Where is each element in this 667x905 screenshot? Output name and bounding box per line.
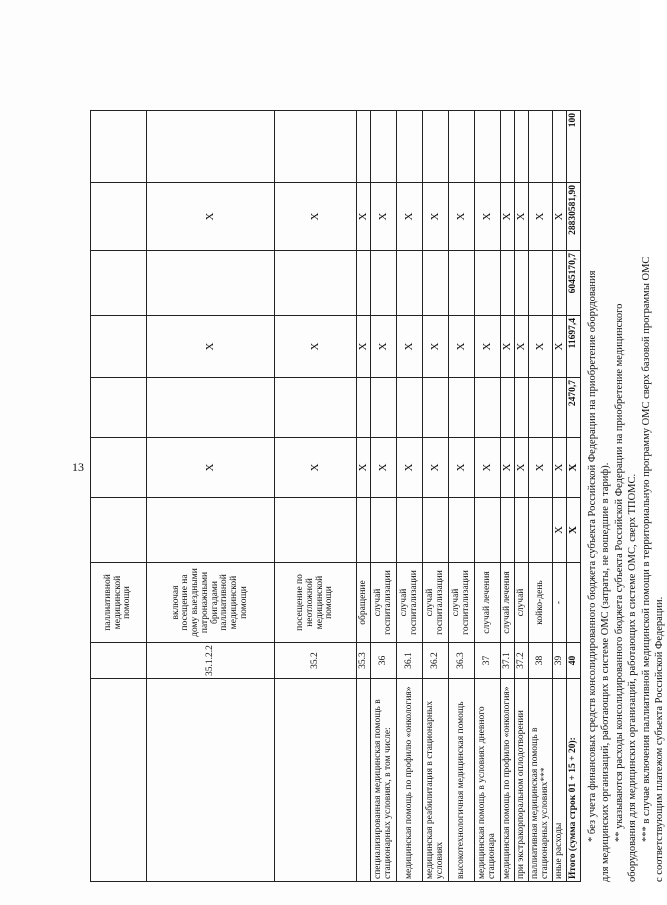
row-value [449,251,475,316]
total-label: Итого (сумма строк 01 + 15 + 20): [567,679,581,882]
table-row [147,37,275,882]
total-value: 2470,7 [567,378,581,438]
row-unit: случай госпитализации [397,563,423,643]
row-value: X [357,316,371,378]
row-value [501,111,515,183]
table-row [553,37,567,882]
row-number: 36.3 [449,643,475,679]
row-value [449,111,475,183]
row-value [475,498,501,563]
row-value [515,251,529,316]
row-unit: случай госпитализации [449,563,475,643]
row-value: X [147,183,275,251]
row-value [449,498,475,563]
footnote-line: с соответствующим платежом субъекта Российской Федерации. [654,596,666,882]
row-number: 36.2 [423,643,449,679]
row-value [147,111,275,183]
row-number: 35.2 [275,643,357,679]
row-value [515,498,529,563]
row-value: X [371,316,397,378]
row-value [275,111,357,183]
row-value [553,378,567,438]
footnote-line: * без учета финансовых средств консолидированного бюджета субъекта Российской Федерации на приобретение оборудования [587,270,598,842]
row-value: X [501,438,515,498]
row-value [529,251,553,316]
row-value [553,111,567,183]
row-value [397,378,423,438]
row-value [423,378,449,438]
row-unit: случай [515,563,529,643]
table-row [397,37,423,882]
row-name: паллиативная медицинская помощь в стационарных условиях*** [529,679,553,882]
row-name [147,679,275,882]
row-name [357,679,371,882]
table-row [275,37,357,882]
row-value: X [423,438,449,498]
table-row [423,37,449,882]
row-value [371,378,397,438]
row-value [357,378,371,438]
row-value [397,111,423,183]
total-row [567,37,581,882]
total-unit [567,563,581,643]
row-value [553,251,567,316]
row-value [423,498,449,563]
row-value: X [553,316,567,378]
row-value: X [501,183,515,251]
row-name: при экстракорпоральном оплодотворении [515,679,529,882]
row-value: X [449,183,475,251]
row-value [475,111,501,183]
row-unit: случай лечения [501,563,515,643]
row-value [91,111,147,183]
row-value: X [397,183,423,251]
row-value [371,111,397,183]
row-number: 37.1 [501,643,515,679]
total-number: 40 [567,643,581,679]
footnote-line: для медицинских организаций, работающих в системе ОМС (затраты, не вошедшие в тариф). [600,462,612,882]
row-value: X [529,183,553,251]
row-name [275,679,357,882]
row-number: 37.2 [515,643,529,679]
row-value [91,183,147,251]
row-value: X [529,316,553,378]
row-value: X [275,183,357,251]
row-unit: обращение [357,563,371,643]
total-value: X [567,438,581,498]
row-value [529,378,553,438]
row-value [357,251,371,316]
row-value: X [529,438,553,498]
footnote-line: ** указываются расходы консолидированного бюджета субъекта Российской Федерации на приобретение медицинского [613,303,625,842]
row-value: X [553,438,567,498]
row-number [91,643,147,679]
row-value: X [515,316,529,378]
table-row [357,37,371,882]
row-value [371,251,397,316]
row-value: X [397,316,423,378]
row-value [275,378,357,438]
row-value [475,251,501,316]
row-value: X [475,438,501,498]
footnote-line: *** в случае включения паллиативной медицинской помощи в территориальную программу ОМС сверх базовой программы ОМС [640,256,652,842]
row-value [423,111,449,183]
row-value [501,378,515,438]
row-value: X [275,438,357,498]
row-number: 36 [371,643,397,679]
row-value: X [147,438,275,498]
row-value [147,251,275,316]
row-name: иные расходы [553,679,567,882]
table-body [91,37,581,882]
row-value: X [501,316,515,378]
row-value [515,111,529,183]
row-value [529,498,553,563]
row-value [397,251,423,316]
row-value [91,438,147,498]
row-value [91,378,147,438]
row-value: X [397,438,423,498]
row-number: 38 [529,643,553,679]
row-value: X [475,183,501,251]
row-value [147,378,275,438]
row-value [91,498,147,563]
table-row [449,37,475,882]
row-value [357,498,371,563]
row-unit: случай лечения [475,563,501,643]
table-row [515,37,529,882]
row-unit: - [553,563,567,643]
row-value: X [423,316,449,378]
row-number: 35.3 [357,643,371,679]
row-value [423,251,449,316]
row-value [501,251,515,316]
page-number: 13 [72,460,84,474]
row-value [529,111,553,183]
row-value: X [475,316,501,378]
row-value: X [371,438,397,498]
row-value: X [449,316,475,378]
row-name: специализированная медицинская помощь в стационарных условиях, в том числе: [371,679,397,882]
table-row [91,37,147,882]
row-value: X [147,316,275,378]
row-value [397,498,423,563]
total-value: X [567,498,581,563]
row-name: медицинская реабилитация в стационарных условиях [423,679,449,882]
footnotes [586,37,667,882]
row-unit: включая посещение на дому выездными патронажными бригадами паллиативной медицинской помощи [147,563,275,643]
row-name: высокотехнологичная медицинская помощь [449,679,475,882]
row-value [371,498,397,563]
row-name: медицинская помощь по профилю «онкология» [501,679,515,882]
total-value: 11697,4 [567,316,581,378]
table-row [475,37,501,882]
row-name: медицинская помощь по профилю «онкология» [397,679,423,882]
table-row [529,37,553,882]
row-name [91,679,147,882]
row-value [357,111,371,183]
row-value: X [275,316,357,378]
row-value: X [553,498,567,563]
row-value: X [357,438,371,498]
row-unit: койко-день [529,563,553,643]
rotated-content [90,12,666,882]
row-value: X [357,183,371,251]
row-value: X [449,438,475,498]
row-unit: паллиативной медицинской помощи [91,563,147,643]
row-value: X [553,183,567,251]
total-value: 100 [567,111,581,183]
row-value [275,251,357,316]
row-unit: случай госпитализации [371,563,397,643]
footnote-line: оборудования для медицинских организаций, работающих в системе ОМС, сверх ТПОМС. [627,473,639,882]
row-value: X [515,183,529,251]
row-value: X [515,438,529,498]
row-value: X [423,183,449,251]
row-unit: посещение по неотложной медицинской помощи [275,563,357,643]
row-number: 36.1 [397,643,423,679]
row-name: медицинская помощь в условиях дневного стационара [475,679,501,882]
row-value [515,378,529,438]
row-value [147,498,275,563]
row-value: X [371,183,397,251]
financing-table [90,36,581,882]
row-value [91,251,147,316]
total-value: 6045170,7 [567,251,581,316]
row-value [501,498,515,563]
row-number: 37 [475,643,501,679]
row-value [475,378,501,438]
row-unit: случай госпитализации [423,563,449,643]
table-row [371,37,397,882]
row-number: 39 [553,643,567,679]
row-value [275,498,357,563]
row-value [449,378,475,438]
row-value [91,316,147,378]
row-number: 35.1.2.2 [147,643,275,679]
total-value: 28830581,90 [567,183,581,251]
table-row [501,37,515,882]
